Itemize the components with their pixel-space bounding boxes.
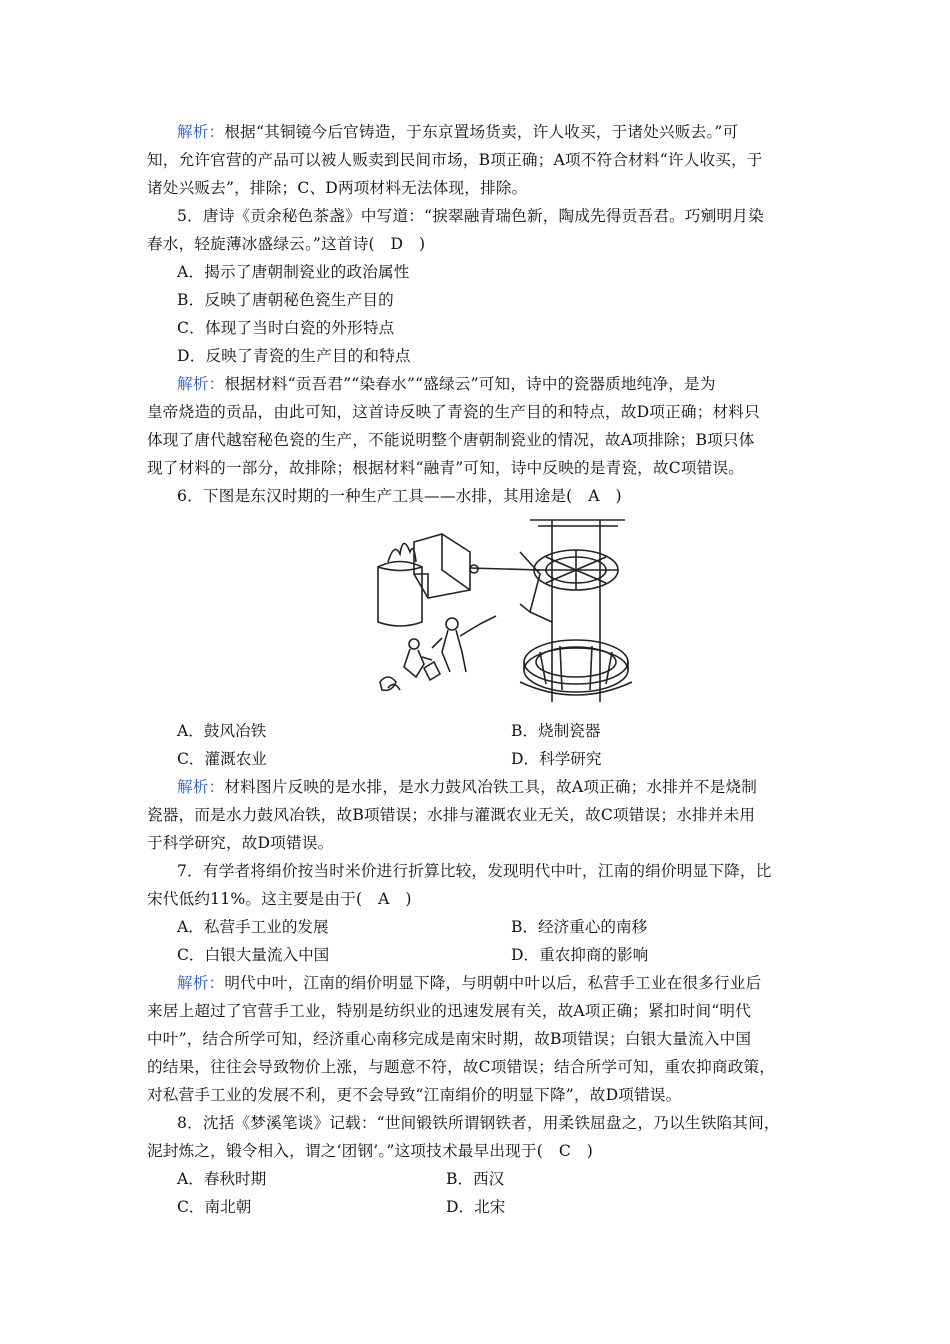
option-b: B．反映了唐朝秘色瓷生产目的 — [177, 291, 394, 309]
option-c: C．南北朝 — [177, 1198, 252, 1216]
option-a: A．揭示了唐朝制瓷业的政治属性 — [177, 263, 410, 281]
question-stem: 8．沈括《梦溪笔谈》记载：“世间锻铁所谓钢铁者，用柔铁屈盘之，乃以生铁陷其间， — [177, 1114, 780, 1132]
analysis-line: 中叶”，结合所学可知，经济重心南移完成是南宋时期，故B项错误；白银大量流入中国 — [147, 1030, 752, 1048]
analysis-label: 解析： — [177, 974, 225, 992]
analysis-line: 皇帝烧造的贡品，由此可知，这首诗反映了青瓷的生产目的和特点，故D项正确；材料只 — [147, 403, 760, 421]
analysis-line: 解析：根据材料“贡吾君”“染春水”“盛绿云”可知，诗中的瓷器质地纯净，是为 — [177, 375, 716, 393]
analysis-line: 对私营手工业的发展不利，更不会导致“江南绢价的明显下降”，故D项错误。 — [147, 1086, 682, 1104]
analysis-line: 现了材料的一部分，故排除；根据材料“融青”可知，诗中反映的是青瓷，故C项错误。 — [147, 459, 745, 477]
option-d: D．反映了青瓷的生产目的和特点 — [177, 347, 411, 365]
analysis-line: 瓷器，而是水力鼓风冶铁，故B项错误；水排与灌溉农业无关，故C项错误；水排并未用 — [147, 806, 756, 824]
option-d: D．重农抑商的影响 — [511, 946, 649, 964]
analysis-line: 于科学研究，故D项错误。 — [147, 834, 334, 852]
option-b: B．西汉 — [446, 1170, 505, 1188]
analysis-line: 体现了唐代越窑秘色瓷的生产，不能说明整个唐朝制瓷业的情况，故A项排除；B项只体 — [147, 431, 755, 449]
option-b: B．烧制瓷器 — [511, 722, 601, 740]
question-stem: 6．下图是东汉时期的一种生产工具——水排，其用途是( A ) — [177, 487, 622, 505]
option-c: C．体现了当时白瓷的外形特点 — [177, 319, 395, 337]
analysis-line: 来居上超过了官营手工业，特别是纺织业的迅速发展有关，故A项正确；紧扣时间“明代 — [147, 1002, 752, 1020]
option-d: D．北宋 — [446, 1198, 506, 1216]
analysis-line: 的结果，往往会导致物价上涨，与题意不符，故C项错误；结合所学可知，重农抑商政策， — [147, 1058, 776, 1076]
option-a: A．私营手工业的发展 — [177, 918, 329, 936]
question-stem: 7．有学者将绢价按当时米价进行折算比较，发现明代中叶，江南的绢价明显下降，比 — [177, 862, 772, 880]
option-c: C．白银大量流入中国 — [177, 946, 330, 964]
analysis-label: 解析： — [177, 778, 225, 796]
option-a: A．春秋时期 — [177, 1170, 267, 1188]
option-d: D．科学研究 — [511, 750, 602, 768]
option-c: C．灌溉农业 — [177, 750, 267, 768]
analysis-line: 解析：材料图片反映的是水排，是水力鼓风冶铁工具，故A项正确；水排并不是烧制 — [177, 778, 758, 796]
question-stem: 宋代低约11%。这主要是由于( A ) — [147, 890, 412, 908]
analysis-label: 解析： — [177, 375, 225, 393]
option-a: A．鼓风冶铁 — [177, 722, 267, 740]
water-bellows-illustration — [370, 512, 650, 712]
analysis-line: 解析：明代中叶，江南的绢价明显下降，与明朝中叶以后，私营手工业在很多行业后 — [177, 974, 762, 992]
question-stem: 春水，轻旋薄冰盛绿云。”这首诗( D ) — [147, 235, 426, 253]
question-stem: 5．唐诗《贡余秘色茶盏》中写道：“捩翠融青瑞色新，陶成先得贡吾君。巧剜明月染 — [177, 207, 764, 225]
option-b: B．经济重心的南移 — [511, 918, 648, 936]
question-stem: 泥封炼之，锻令相入，谓之‘团钢’。”这项技术最早出现于( C ) — [147, 1142, 594, 1160]
analysis-line: 知，允许官营的产品可以被人贩卖到民间市场，B项正确；A项不符合材料“许人收买，于 — [147, 151, 763, 169]
analysis-line: 解析：根据“其铜镜今后官铸造，于东京置场货卖，许人收买，于诸处兴贩去。”可 — [177, 123, 739, 141]
analysis-line: 诸处兴贩去”，排除；C、D两项材料无法体现，排除。 — [147, 179, 528, 197]
analysis-label: 解析： — [177, 123, 225, 141]
